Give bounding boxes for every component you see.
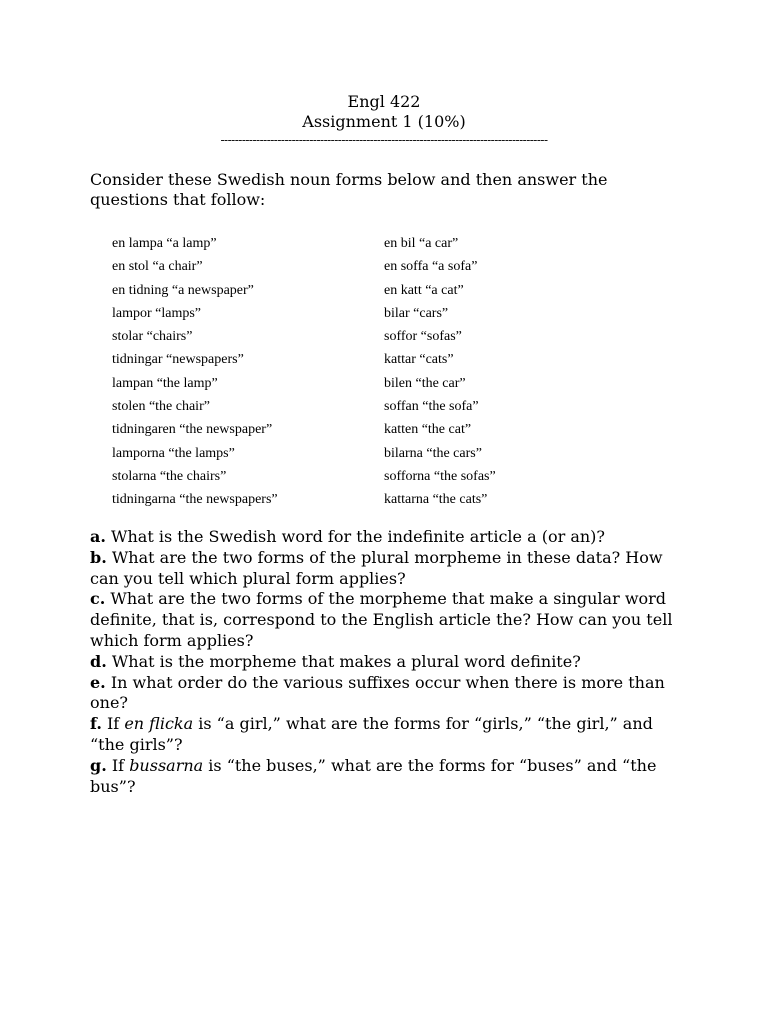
noun-item: bilen “the car” (384, 375, 466, 391)
question-letter: d. (90, 651, 107, 671)
noun-item: lampan “the lamp” (112, 375, 218, 391)
noun-item: en katt “a cat” (384, 282, 464, 298)
header-divider: -------------------------------------------------------------------------------------------- (220, 133, 548, 147)
question-term: bussarna (129, 755, 204, 775)
question-letter: e. (90, 672, 106, 692)
question-text: If (101, 714, 125, 734)
course-title: Engl 422 (347, 92, 421, 111)
noun-item: soffan “the sofa” (384, 399, 479, 415)
assignment-title: Assignment 1 (10%) (302, 112, 466, 131)
noun-item: lampor “lamps” (112, 305, 202, 321)
question-e (90, 673, 690, 715)
question-letter: a. (90, 527, 106, 546)
noun-item: katten “the cat” (384, 422, 472, 438)
noun-item: stolarna “the chairs” (112, 468, 227, 484)
noun-item: en tidning “a newspaper” (112, 282, 254, 298)
question-c (90, 589, 690, 651)
noun-item: tidningar “newspapers” (112, 352, 244, 368)
question-letter: b. (90, 547, 107, 567)
noun-list-left (112, 232, 278, 512)
noun-item: stolar “chairs” (112, 329, 193, 345)
question-text: What is the morpheme that makes a plural word definite? (106, 651, 581, 671)
noun-item: en bil “a car” (384, 236, 459, 251)
noun-item: kattar “cats” (384, 352, 454, 368)
question-d (90, 652, 690, 673)
intro-paragraph: Consider these Swedish noun forms below and then answer the questions that follow: (90, 170, 608, 209)
question-text: What are the two forms of the plural morpheme in these data? How can you tell which plural form applies? (90, 547, 663, 588)
question-text: is “a girl,” what are the forms for “girls,” “the girl,” and “the girls”? (90, 714, 653, 754)
question-a (90, 527, 690, 548)
noun-item: kattarna “the cats” (384, 492, 488, 508)
question-letter: f. (90, 714, 102, 734)
question-term: en flicka (124, 714, 194, 734)
noun-item: bilar “cars” (384, 305, 449, 321)
question-text: is “the buses,” what are the forms for “buses” and “the bus”? (90, 755, 657, 796)
question-text: What are the two forms of the morpheme that make a singular word definite, that is, correspond to the English article the? How can you tell which form applies? (90, 589, 673, 650)
noun-item: en soffa “a sofa” (384, 259, 478, 275)
question-letter: g. (90, 755, 107, 775)
noun-item: en lampa “a lamp” (112, 236, 217, 251)
question-text: What is the Swedish word for the indefinite article a (or an)? (105, 527, 605, 546)
noun-item: lamporna “the lamps” (112, 445, 235, 461)
noun-item: tidningaren “the newspaper” (112, 422, 273, 438)
question-f (90, 714, 690, 756)
question-b (90, 548, 690, 590)
noun-item: sofforna “the sofas” (384, 468, 496, 484)
noun-item: stolen “the chair” (112, 399, 210, 415)
question-g (90, 756, 690, 798)
question-text: If (106, 755, 130, 775)
noun-item: tidningarna “the newspapers” (112, 492, 278, 508)
question-letter: c. (90, 589, 106, 609)
question-list (90, 527, 690, 797)
noun-item: bilarna “the cars” (384, 445, 482, 461)
document-header (0, 92, 768, 132)
noun-item: soffor “sofas” (384, 329, 462, 345)
question-text: In what order do the various suffixes occur when there is more than one? (90, 672, 665, 713)
noun-item: en stol “a chair” (112, 259, 203, 275)
noun-list-right (384, 232, 496, 512)
